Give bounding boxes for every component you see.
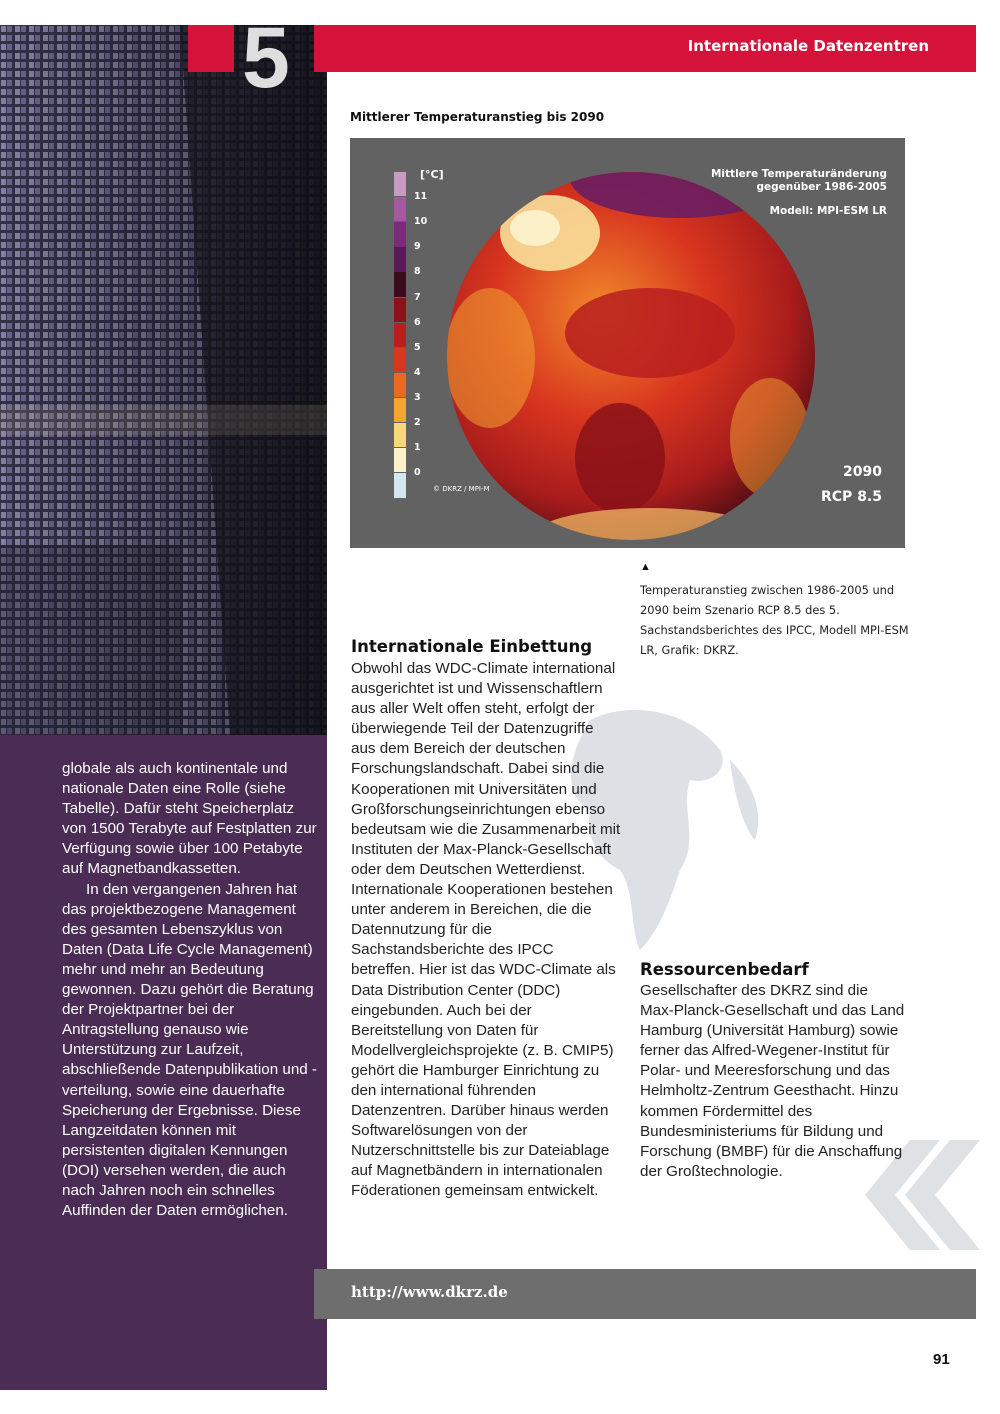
legend-label: 7 <box>414 291 421 303</box>
chapter-marker <box>188 25 234 72</box>
sidebar-paragraph-2: In den vergangenen Jahren hat das projektbezogene Management des gesamten Lebenszyklus von Daten (Data Life Cycle Management) mehr und mehr an Bedeutung gewonnen. Dazu gehört die Beratung der Projektpartner bei der Antragstellung genauso wie Unterstützung zur Laufzeit, abschließende Datenpublikation und -verteilung, sowie eine dauerhafte Speicherung der Ergebnisse. Diese Langzeitdaten können mit persistenten digitalen Kennungen (DOI) versehen werden, die auch nach Jahren noch ein schnelles Auffinden der Daten ermöglichen. <box>62 880 317 1220</box>
tape-library-image <box>0 25 327 735</box>
legend-label: 2 <box>414 417 421 428</box>
legend-swatch <box>394 423 406 447</box>
legend-label: 1 <box>414 442 421 454</box>
scenario-label: RCP 8.5 <box>821 489 882 505</box>
legend-swatch <box>394 373 406 397</box>
legend-swatch <box>394 298 406 322</box>
legend-label: 0 <box>414 467 421 479</box>
map-title-line2: gegenüber 1986-2005 <box>756 181 887 193</box>
legend-swatch <box>394 348 406 372</box>
legend-swatch <box>394 247 406 271</box>
section-paragraph: Obwohl das WDC-Climate international ausgerichtet ist und Wissenschaftlern aus aller Welt offen steht, erfolgt der überwiegende Teil der Datenzugriffe aus dem Bereich der deutschen Forschungslandschaft. Dabei sind die Kooperationen mit Universitäten und Großforschungseinrichtungen ebenso bedeutsam wie die Zusammenarbeit mit Instituten der Max-Planck-Gesellschaft oder dem Deutschen Wetterdienst. Internationale Kooperationen bestehen unter anderem in Bereichen, die die Datennutzung für die Sachstandsberichte des IPCC betreffen. Hier ist das WDC-Climate als Data Distribution Center (DDC) eingebunden. Auch bei der Bereitstellung von Daten für Modellvergleichsprojekte (z. B. CMIP5) gehört die Hamburger Einrichtung zu den international führenden Datenzentren. Darüber hinaus werden Softwarelösungen von der Nutzerschnittstelle bis zur Dateiablage auf Magnetbändern in internationalen Föderationen gemeinsam entwickelt. <box>351 660 621 1200</box>
legend-label: 8 <box>414 266 421 278</box>
legend-swatch <box>394 473 406 497</box>
legend-label: 9 <box>414 241 421 253</box>
figure-credit: © DKRZ / MPI-M <box>433 485 490 493</box>
section-title: Internationale Datenzentren <box>687 37 929 55</box>
legend-swatch <box>394 272 406 296</box>
legend-swatch <box>394 398 406 422</box>
section-body-ressourcen <box>640 981 905 1182</box>
map-title-line1: Mittlere Temperaturänderung <box>710 168 887 180</box>
legend-label: 6 <box>414 316 421 328</box>
sidebar-text <box>62 759 320 1221</box>
sidebar-paragraph-1: globale als auch kontinentale und nationale Daten eine Rolle (siehe Tabelle). Dafür steht Speicherplatz von 1500 Terabyte auf Festplatten zur Verfügung sowie über 100 Petabyte auf Magnetbandkassetten. <box>62 760 317 878</box>
legend-unit: [°C] <box>420 168 444 181</box>
legend-label: 5 <box>414 341 421 353</box>
caption-arrow-icon: ▲ <box>640 561 651 573</box>
section-body-einbettung <box>351 659 621 1202</box>
legend-swatch <box>394 197 406 221</box>
figure-caption: Temperaturanstieg zwischen 1986-2005 und 2090 beim Szenario RCP 8.5 des 5. Sachstandsberichtes des IPCC, Modell MPI-ESM LR, Grafik: DKRZ. <box>640 583 909 657</box>
section-heading-ressourcen: Ressourcenbedarf <box>640 960 809 979</box>
year-label: 2090 <box>843 464 882 480</box>
legend-swatch <box>394 222 406 246</box>
legend-swatch <box>394 448 406 472</box>
legend-label: 3 <box>414 391 421 403</box>
tape-library-photo <box>0 25 327 735</box>
section-paragraph: Gesellschafter des DKRZ sind die Max-Planck-Gesellschaft und das Land Hamburg (Universität Hamburg) sowie ferner das Alfred-Wegener-Institut für Polar- und Meeresforschung und das Helmholtz-Zentrum Geesthacht. Hinzu kommen Fördermittel des Bundesministeriums für Bildung und Forschung (BMBF) für die Anschaffung der Großtechnologie. <box>640 982 905 1180</box>
legend-label: 10 <box>414 216 428 228</box>
legend-swatch <box>394 323 406 347</box>
website-link[interactable]: http://www.dkrz.de <box>351 1283 508 1301</box>
figure-title: Mittlerer Temperaturanstieg bis 2090 <box>350 110 605 124</box>
page-number: 91 <box>933 1351 950 1368</box>
chapter-number: 5 <box>242 10 290 106</box>
model-label: Modell: MPI-ESM LR <box>769 205 887 217</box>
legend-label: 11 <box>414 191 428 203</box>
section-heading-einbettung: Internationale Einbettung <box>351 637 593 656</box>
temperature-map-figure <box>350 138 905 548</box>
legend-swatch <box>394 172 406 196</box>
legend-label: 4 <box>414 366 421 378</box>
